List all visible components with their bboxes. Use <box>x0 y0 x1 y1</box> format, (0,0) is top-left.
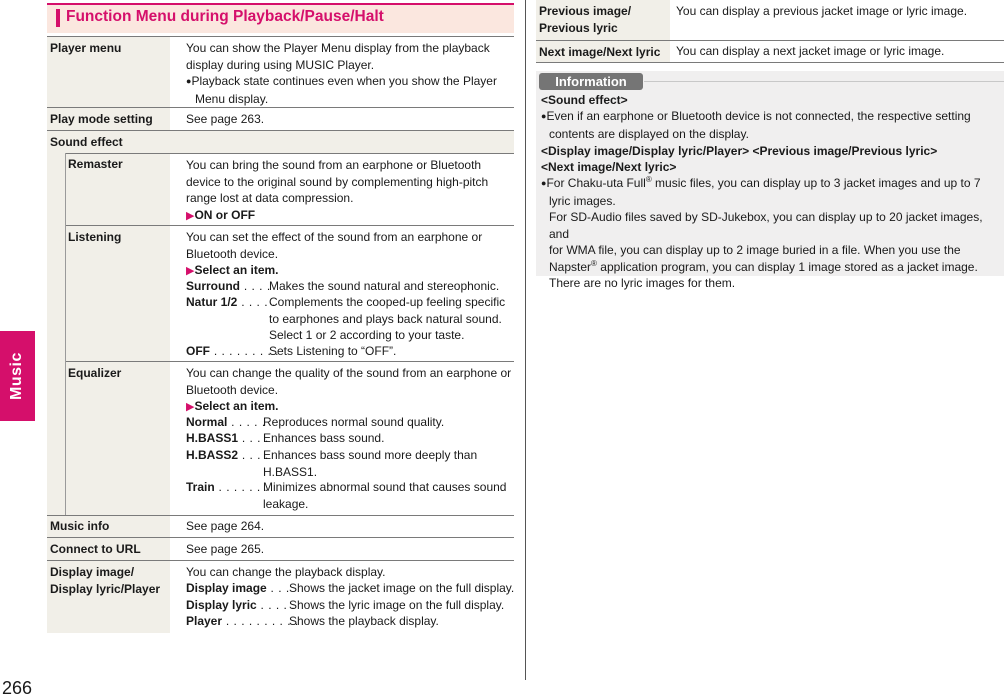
row-divider <box>47 130 514 131</box>
listening-natur-desc: Complements the cooped-up feeling specific to earphones and plays back natural sound. Select 1 or 2 according to your taste. <box>269 295 506 342</box>
equalizer-train-term: Train . . . . . . . <box>186 480 269 494</box>
row-divider <box>65 361 514 362</box>
display-image-description: You can change the playback display. <box>186 565 386 579</box>
player-menu-description <box>186 40 514 107</box>
listening-surround-desc: Makes the sound natural and stereophonic. <box>269 279 500 293</box>
equalizer-normal-desc: Reproduces normal sound quality. <box>263 415 445 429</box>
info-display-heading-2: <Next image/Next lyric> <box>541 160 677 174</box>
label-line: Previous image/ <box>539 4 632 18</box>
previous-image-description: You can display a previous jacket image or lyric image. <box>676 4 968 18</box>
sound-effect-indent <box>47 153 65 515</box>
row-label-equalizer: Equalizer <box>65 362 170 515</box>
desc-line: You can bring the sound from an earphone or Bluetooth <box>186 158 482 172</box>
bullet-icon: ● <box>541 111 547 121</box>
arrow-right-icon: ▶ <box>186 401 195 413</box>
indent-divider <box>65 153 66 515</box>
equalizer-description <box>186 365 514 416</box>
side-tab-label: Music <box>8 352 25 400</box>
listening-select: ▶Select an item. <box>186 263 279 277</box>
info-display-heading-1: <Display image/Display lyric/Player> <Previous image/Previous lyric> <box>541 144 938 158</box>
row-divider <box>47 107 514 108</box>
equalizer-hbass1-term: H.BASS1 . . . . <box>186 431 269 445</box>
registered-mark: ® <box>591 258 597 268</box>
row-label-sound-effect: Sound effect <box>47 131 514 153</box>
arrow-right-icon: ▶ <box>186 209 195 222</box>
info-sound-heading: <Sound effect> <box>541 93 628 107</box>
registered-mark: ® <box>645 175 652 184</box>
note-text: Playback state continues even when you show the Player <box>191 74 497 88</box>
desc-line: display during using MUSIC Player. <box>186 57 375 72</box>
display-image-term: Display image . . . <box>186 581 290 595</box>
column-divider <box>525 0 526 680</box>
bullet-icon: ● <box>541 178 547 188</box>
next-image-description: You can display a next jacket image or lyric image. <box>676 44 945 58</box>
equalizer-select: ▶Select an item. <box>186 399 279 413</box>
play-mode-description: See page 263. <box>186 112 265 126</box>
section-title-marker <box>56 9 60 27</box>
listening-off-desc: Sets Listening to “OFF”. <box>269 344 397 358</box>
desc-line: Bluetooth device. <box>186 246 279 261</box>
row-label-display-image <box>47 561 170 633</box>
row-divider <box>47 515 514 516</box>
row-divider <box>47 560 514 561</box>
label-line: Previous lyric <box>539 20 618 35</box>
listening-off-term: OFF . . . . . . . . . <box>186 344 280 358</box>
remaster-option: ▶ON or OFF <box>186 207 256 222</box>
connect-url-description: See page 265. <box>186 542 265 556</box>
row-label-remaster: Remaster <box>65 153 170 225</box>
row-divider <box>47 36 514 37</box>
arrow-right-icon: ▶ <box>186 265 195 277</box>
row-divider <box>65 225 514 226</box>
display-lyric-desc: Shows the lyric image on the full display. <box>289 598 505 612</box>
equalizer-hbass2-desc: Enhances bass sound more deeply than H.BASS1. <box>263 448 478 479</box>
row-label-next-image: Next image/Next lyric <box>536 41 670 62</box>
display-player-term: Player . . . . . . . . . . <box>186 614 299 628</box>
row-label-connect-url: Connect to URL <box>47 538 170 560</box>
row-label-listening: Listening <box>65 226 170 361</box>
information-badge: Information <box>539 73 643 90</box>
equalizer-normal-term: Normal . . . . . <box>186 415 266 429</box>
row-divider <box>65 153 514 154</box>
music-info-description: See page 264. <box>186 519 265 533</box>
display-image-desc: Shows the jacket image on the full display. <box>289 581 515 595</box>
equalizer-hbass2-term: H.BASS2 . . . . <box>186 448 269 462</box>
section-title: Function Menu during Playback/Pause/Halt <box>66 8 384 25</box>
row-divider <box>536 62 1004 63</box>
info-sound-note: ●Even if an earphone or Bluetooth device is not connected, the respective setting contents are displayed on the display. <box>541 109 971 141</box>
bullet-icon: ● <box>186 76 192 86</box>
row-label-display-image-line1: Display image/ <box>50 565 135 579</box>
desc-line: device to the original sound by complementing high-pitch <box>186 174 489 189</box>
page-number: 266 <box>2 678 33 698</box>
equalizer-train-desc: Minimizes abnormal sound that causes sound leakage. <box>263 480 507 511</box>
listening-natur-term: Natur 1/2 . . . . . <box>186 295 276 309</box>
row-label-play-mode: Play mode setting <box>47 108 170 130</box>
display-lyric-term: Display lyric . . . . . <box>186 598 296 612</box>
display-player-desc: Shows the playback display. <box>289 614 439 628</box>
listening-surround-term: Surround . . . . <box>186 279 271 293</box>
desc-line: You can show the Player Menu display from the playback <box>186 41 490 55</box>
listening-description <box>186 229 514 280</box>
equalizer-hbass1-desc: Enhances bass sound. <box>263 431 385 445</box>
row-label-display-image-line2: Display lyric/Player <box>50 581 161 596</box>
desc-line: range lost at data compression. <box>186 191 354 205</box>
row-label-player-menu: Player menu <box>47 37 170 107</box>
row-label-previous-image <box>536 0 670 40</box>
information-rule <box>644 81 1004 82</box>
info-display-note: ●For Chaku-uta Full® music files, you can display up to 3 jacket images and up to 7 lyric images. For SD-Audio files saved by SD-Jukebox, you can display up to 20 jacket images, and for WMA file, you can display up to 2 image buried in a file. When you use the Napster® application program, you can display 1 image stored as a jacket image. There are no lyric images for them. <box>541 175 983 290</box>
row-label-music-info: Music info <box>47 515 170 537</box>
note-text: Menu display. <box>195 91 269 106</box>
desc-line: Bluetooth device. <box>186 382 279 397</box>
desc-line: You can change the quality of the sound from an earphone or <box>186 366 512 380</box>
remaster-description <box>186 157 514 224</box>
row-divider <box>47 537 514 538</box>
note-line <box>186 73 514 91</box>
desc-line: You can set the effect of the sound from an earphone or <box>186 230 483 244</box>
